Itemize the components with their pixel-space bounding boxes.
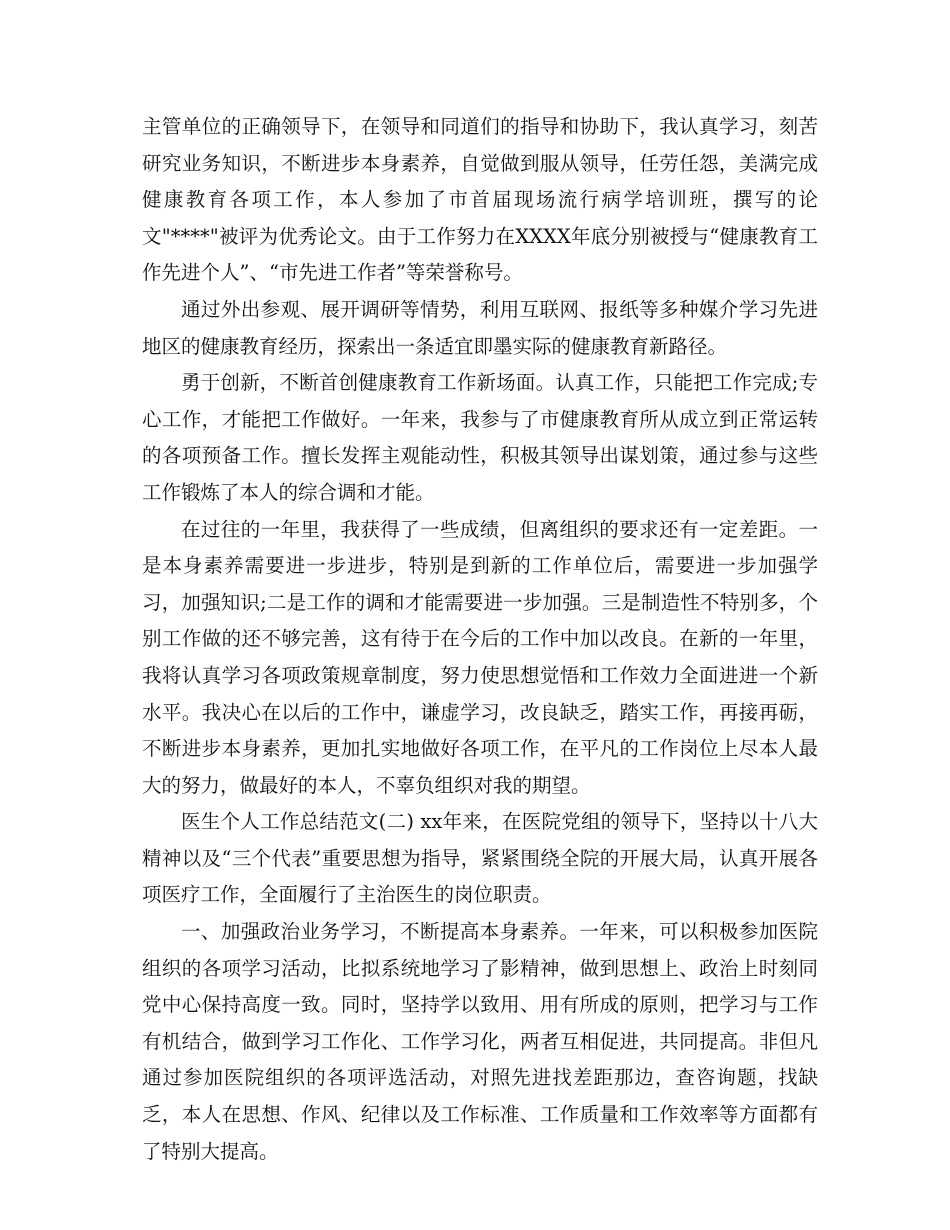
paragraph-5: 医生个人工作总结范文(二) xx年来，在医院党组的领导下，坚持以十八大精神以及“三个代表”重要思想为指导，紧紧围绕全院的开展大局，认真开展各项医疗工作，全面履行了主治医生的岗位职责。 (142, 810, 818, 907)
document-body (142, 109, 818, 1170)
paragraph-4: 在过往的一年里，我获得了一些成绩，但离组织的要求还有一定差距。一是本身素养需要进一步进步，特别是到新的工作单位后，需要进一步加强学习，加强知识;二是工作的调和才能需要进一步加强。三是制造性不特别多，个别工作做的还不够完善，这有待于在今后的工作中加以改良。在新的一年里，我将认真学习各项政策规章制度，努力使思想觉悟和工作效力全面进进一个新水平。我决心在以后的工作中，谦虚学习，改良缺乏，踏实工作，再接再砺，不断进步本身素养，更加扎实地做好各项工作，在平凡的工作岗位上尽本人最大的努力，做最好的本人，不辜负组织对我的期望。 (142, 517, 818, 797)
paragraph-3: 勇于创新，不断首创健康教育工作新场面。认真工作，只能把工作完成;专心工作，才能把工作做好。一年来，我参与了市健康教育所从成立到正常运转的各项预备工作。擅长发挥主观能动性，积极其领导出谋划策，通过参与这些工作锻炼了本人的综合调和才能。 (142, 371, 818, 504)
paragraph-6: 一、加强政治业务学习，不断提高本身素养。一年来，可以积极参加医院组织的各项学习活动，比拟系统地学习了影精神，做到思想上、政治上时刻同党中心保持高度一致。同时，坚持学以致用、用有所成的原则，把学习与工作有机结合，做到学习工作化、工作学习化，两者互相促进，共同提高。非但凡通过参加医院组织的各项评选活动，对照先进找差距那边，查咨询题，找缺乏，本人在思想、作风、纪律以及工作标准、工作质量和工作效率等方面都有了特别大提高。 (142, 920, 818, 1163)
paragraph-1: 主管单位的正确领导下，在领导和同道们的指导和协助下，我认真学习，刻苦研究业务知识，不断进步本身素养，自觉做到服从领导，任劳任怨，美满完成健康教育各项工作，本人参加了市首届现场流行病学培训班，撰写的论文"****"被评为优秀论文。由于工作努力在XXXX年底分别被授与“健康教育工作先进个人”、“市先进工作者”等荣誉称号。 (142, 115, 818, 285)
paragraph-2: 通过外出参观、展开调研等情势，利用互联网、报纸等多种媒介学习先进地区的健康教育经历，探索出一条适宜即墨实际的健康教育新路径。 (142, 297, 818, 358)
